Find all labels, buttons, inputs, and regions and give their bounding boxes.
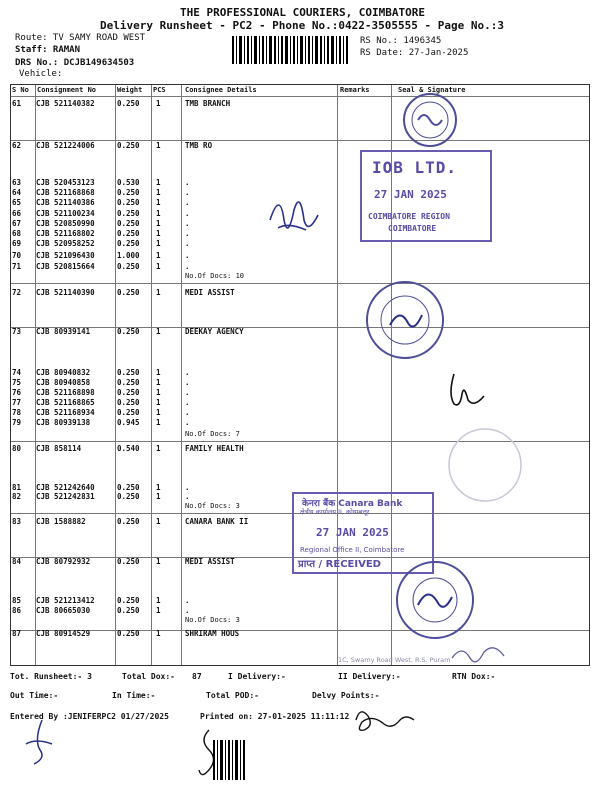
row-consignment: CJB 520453123 — [36, 178, 95, 187]
row-sno: 84 — [12, 557, 22, 566]
row-weight: 0.945 — [117, 418, 140, 427]
canara-stamp-date: 27 JAN 2025 — [316, 526, 389, 539]
shriram-address-stamp: 1C, Swamy Road West, R.S. Puram — [338, 656, 451, 664]
row-weight: 0.250 — [117, 596, 140, 605]
row-sno: 83 — [12, 517, 22, 526]
row-consignment: CJB 521140386 — [36, 198, 95, 207]
total-dox-label: Total Dox:- — [122, 672, 175, 681]
row-consignment: CJB 858114 — [36, 444, 82, 453]
out-time: Out Time:- — [10, 691, 59, 700]
footer-signature-2-icon — [22, 718, 62, 768]
row-consignee: . — [185, 492, 190, 501]
row-consignment: CJB 80939138 — [36, 418, 91, 427]
row-pcs: 1 — [156, 398, 161, 407]
row-weight: 0.250 — [117, 388, 140, 397]
rs-date: RS Date: 27-Jan-2025 — [360, 48, 469, 58]
row-consignee: . — [185, 606, 190, 615]
row-pcs: 1 — [156, 517, 161, 526]
row-weight: 0.250 — [117, 408, 140, 417]
route: Route: TV SAMY ROAD WEST — [15, 33, 146, 43]
row-consignee: MEDI ASSIST — [185, 557, 235, 566]
row-pcs: 1 — [156, 219, 161, 228]
group-note-3: No.Of Docs: 3 — [185, 502, 240, 510]
row-sno: 85 — [12, 596, 22, 605]
row-weight: 0.250 — [117, 327, 140, 336]
row-weight: 0.250 — [117, 368, 140, 377]
row-consignment: CJB 80940858 — [36, 378, 91, 387]
row-consignment: CJB 520958252 — [36, 239, 95, 248]
row-consignment: CJB 80665030 — [36, 606, 91, 615]
row-consignee: DEEKAY AGENCY — [185, 327, 244, 336]
row-consignee: TMB RO — [185, 141, 213, 150]
row-consignment: CJB 521242831 — [36, 492, 95, 501]
deekay-signature-icon — [440, 370, 490, 410]
row-pcs: 1 — [156, 251, 161, 260]
row-sno: 75 — [12, 378, 22, 387]
col-header-remarks: Remarks — [340, 86, 370, 94]
row-weight: 0.250 — [117, 517, 140, 526]
row-sno: 82 — [12, 492, 22, 501]
row-pcs: 1 — [156, 262, 161, 271]
iob-stamp-region: COIMBATORE REGION — [368, 212, 450, 221]
row-pcs: 1 — [156, 596, 161, 605]
col-header-consignment: Consignment No — [37, 86, 97, 94]
row-sno: 65 — [12, 198, 22, 207]
col-header-weight: Weight — [117, 86, 143, 94]
delvy-points: Delvy Points:- — [312, 691, 380, 700]
row-weight: 0.250 — [117, 239, 140, 248]
barcode-icon — [230, 36, 350, 66]
row-weight: 0.540 — [117, 444, 140, 453]
row-weight: 0.250 — [117, 288, 140, 297]
runsheet-title: Delivery Runsheet - PC2 - Phone No.:0422-3505555 - Page No.:3 — [100, 19, 504, 32]
row-sno: 68 — [12, 229, 22, 238]
row-weight: 0.250 — [117, 219, 140, 228]
row-weight: 1.000 — [117, 251, 140, 260]
medi-assist-round-seal-2-icon — [390, 555, 480, 645]
row-weight: 0.250 — [117, 492, 140, 501]
row-consignment: CJB 521140390 — [36, 288, 95, 297]
row-pcs: 1 — [156, 557, 161, 566]
row-pcs: 1 — [156, 408, 161, 417]
faded-round-seal-icon — [440, 420, 530, 510]
row-consignee: . — [185, 368, 190, 377]
printed-on: Printed on: 27-01-2025 11:11:12 — [200, 712, 350, 721]
row-weight: 0.250 — [117, 99, 140, 108]
row-consignee: . — [185, 596, 190, 605]
ii-delivery: II Delivery:- — [338, 672, 401, 681]
row-consignment: CJB 80939141 — [36, 327, 91, 336]
row-pcs: 1 — [156, 483, 161, 492]
drs-number: DRS No.: DCJB149634503 — [15, 58, 135, 68]
shriram-signature-icon — [450, 640, 520, 670]
row-consignee: . — [185, 251, 190, 260]
row-consignee: . — [185, 239, 190, 248]
row-sno: 66 — [12, 209, 22, 218]
row-pcs: 1 — [156, 99, 161, 108]
signature-icon — [260, 180, 330, 250]
row-consignment: CJB 521224006 — [36, 141, 95, 150]
row-consignee: . — [185, 388, 190, 397]
row-sno: 81 — [12, 483, 22, 492]
iob-stamp-name: IOB LTD. — [372, 158, 458, 177]
row-pcs: 1 — [156, 327, 161, 336]
row-consignment: CJB 521168934 — [36, 408, 95, 417]
row-sno: 71 — [12, 262, 22, 271]
row-pcs: 1 — [156, 444, 161, 453]
row-consignment: CJB 521213412 — [36, 596, 95, 605]
row-pcs: 1 — [156, 209, 161, 218]
row-weight: 0.250 — [117, 557, 140, 566]
row-pcs: 1 — [156, 188, 161, 197]
row-sno: 77 — [12, 398, 22, 407]
row-pcs: 1 — [156, 178, 161, 187]
group-note-1: No.Of Docs: 10 — [185, 272, 245, 280]
row-consignee: . — [185, 219, 190, 228]
row-consignee: . — [185, 398, 190, 407]
row-consignee: FAMILY HEALTH — [185, 444, 244, 453]
row-sno: 86 — [12, 606, 22, 615]
total-pod: Total POD:- — [206, 691, 259, 700]
row-consignment: CJB 521168802 — [36, 229, 95, 238]
canara-stamp-name: केनरा बैंक Canara Bank — [302, 499, 403, 509]
rs-number: RS No.: 1496345 — [360, 36, 442, 46]
staff: Staff: RAMAN — [15, 45, 81, 55]
runsheet-table — [10, 84, 590, 666]
row-pcs: 1 — [156, 418, 161, 427]
row-pcs: 1 — [156, 288, 161, 297]
row-consignee: SHRIRAM HOUS — [185, 629, 240, 638]
row-sno: 69 — [12, 239, 22, 248]
row-weight: 0.250 — [117, 198, 140, 207]
row-consignment: CJB 521140382 — [36, 99, 95, 108]
row-pcs: 1 — [156, 198, 161, 207]
row-weight: 0.250 — [117, 141, 140, 150]
iob-stamp-city: COIMBATORE — [388, 224, 437, 233]
canara-stamp-received: प्राप्त / RECEIVED — [298, 559, 381, 570]
row-pcs: 1 — [156, 229, 161, 238]
iob-stamp — [360, 150, 492, 242]
row-pcs: 1 — [156, 606, 161, 615]
row-weight: 0.250 — [117, 483, 140, 492]
entered-by: Entered By :JENIFERPC2 01/27/2025 — [10, 712, 169, 721]
col-header-sno: S No — [12, 86, 29, 94]
footer-barcode-icon — [212, 740, 248, 784]
row-weight: 0.250 — [117, 229, 140, 238]
group-note-4: No.Of Docs: 3 — [185, 616, 240, 624]
row-sno: 61 — [12, 99, 22, 108]
row-pcs: 1 — [156, 629, 161, 638]
row-consignee: . — [185, 178, 190, 187]
row-consignment: CJB 521168868 — [36, 188, 95, 197]
tot-runsheet: Tot. Runsheet:- 3 — [10, 672, 92, 681]
rtn-dox: RTN Dox:- — [452, 672, 496, 681]
canara-stamp-office: Regional Office II, Coimbatore — [300, 546, 405, 554]
row-consignment: CJB 80914529 — [36, 629, 91, 638]
row-weight: 0.250 — [117, 209, 140, 218]
vehicle: Vehicle: — [19, 69, 63, 79]
canara-stamp-line2: क्षेत्रीय कार्यालय II, कोयम्बत्तूर — [300, 508, 370, 516]
row-pcs: 1 — [156, 239, 161, 248]
row-sno: 76 — [12, 388, 22, 397]
in-time: In Time:- — [112, 691, 156, 700]
col-header-pcs: PCS — [153, 86, 166, 94]
row-consignee: . — [185, 378, 190, 387]
group-note-2: No.Of Docs: 7 — [185, 430, 240, 438]
row-consignment: CJB 520815664 — [36, 262, 95, 271]
row-consignee: MEDI ASSIST — [185, 288, 235, 297]
row-consignment: CJB 521168865 — [36, 398, 95, 407]
row-consignment: CJB 80792932 — [36, 557, 91, 566]
total-dox-value: 87 — [192, 672, 202, 681]
row-sno: 63 — [12, 178, 22, 187]
row-weight: 0.250 — [117, 188, 140, 197]
row-consignee: . — [185, 188, 190, 197]
row-pcs: 1 — [156, 141, 161, 150]
row-sno: 78 — [12, 408, 22, 417]
row-sno: 87 — [12, 629, 22, 638]
row-sno: 72 — [12, 288, 22, 297]
row-weight: 0.250 — [117, 606, 140, 615]
col-header-seal-signature: Seal & Signature — [398, 86, 466, 94]
row-consignment: CJB 520850990 — [36, 219, 95, 228]
col-header-consignee: Consignee Details — [185, 86, 257, 94]
row-pcs: 1 — [156, 378, 161, 387]
row-consignee: . — [185, 198, 190, 207]
row-consignment: CJB 1588882 — [36, 517, 86, 526]
row-pcs: 1 — [156, 368, 161, 377]
iob-stamp-date: 27 JAN 2025 — [374, 188, 447, 201]
row-sno: 70 — [12, 251, 22, 260]
row-consignee: . — [185, 483, 190, 492]
row-weight: 0.250 — [117, 398, 140, 407]
row-consignment: CJB 80940832 — [36, 368, 91, 377]
row-sno: 74 — [12, 368, 22, 377]
row-sno: 80 — [12, 444, 22, 453]
row-sno: 64 — [12, 188, 22, 197]
row-weight: 0.250 — [117, 378, 140, 387]
row-weight: 0.530 — [117, 178, 140, 187]
row-weight: 0.250 — [117, 629, 140, 638]
row-consignee: . — [185, 408, 190, 417]
row-sno: 62 — [12, 141, 22, 150]
footer-signature-icon — [350, 700, 420, 740]
row-consignee: . — [185, 262, 190, 271]
row-consignee: . — [185, 209, 190, 218]
row-consignment: CJB 521168898 — [36, 388, 95, 397]
row-pcs: 1 — [156, 388, 161, 397]
row-consignee: . — [185, 418, 190, 427]
row-weight: 0.250 — [117, 262, 140, 271]
row-consignment: CJB 521100234 — [36, 209, 95, 218]
row-consignee: . — [185, 229, 190, 238]
row-sno: 73 — [12, 327, 22, 336]
company-name: THE PROFESSIONAL COURIERS, COIMBATORE — [180, 6, 426, 19]
i-delivery: I Delivery:- — [228, 672, 286, 681]
row-consignee: TMB BRANCH — [185, 99, 231, 108]
row-consignment: CJB 521096430 — [36, 251, 95, 260]
row-pcs: 1 — [156, 492, 161, 501]
tmb-round-seal-icon — [390, 90, 470, 150]
row-consignee: CANARA BANK II — [185, 517, 249, 526]
row-consignment: CJB 521242640 — [36, 483, 95, 492]
row-sno: 79 — [12, 418, 22, 427]
row-sno: 67 — [12, 219, 22, 228]
medi-assist-round-seal-icon — [360, 275, 450, 365]
